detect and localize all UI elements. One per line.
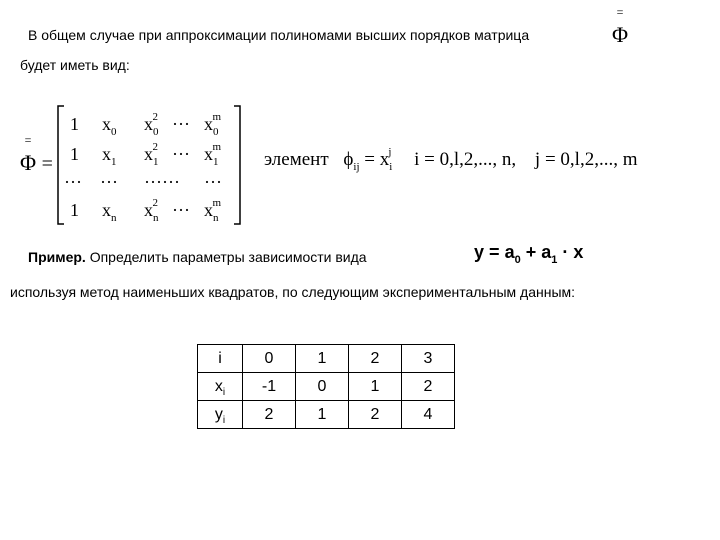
example-formula: $y = a_0 + a_1 \cdot x$ [474, 242, 584, 266]
table-cell: 2 [349, 345, 402, 373]
example-text: Пример. Определить параметры зависимости вида [28, 249, 367, 265]
table-cell: 1 [349, 373, 402, 401]
table-row [198, 373, 455, 401]
matrix-row: ··· ··· ······ ··· [64, 172, 222, 192]
table-row [198, 401, 455, 429]
matrix [56, 104, 246, 226]
table-cell: -1 [243, 373, 296, 401]
table-cell: 4 [402, 401, 455, 429]
intro-text: В общем случае при аппроксимации полиномами высших порядков матрица [28, 27, 530, 43]
table-cell: 2 [402, 373, 455, 401]
example-continuation: используя метод наименьших квадратов, по следующим экспериментальным данным: [10, 284, 576, 300]
matrix-lhs: = Φ = [20, 133, 53, 175]
table-cell: 3 [402, 345, 455, 373]
phi-symbol: ϕ [343, 149, 354, 170]
element-label: элемент [264, 149, 329, 170]
table-row-label: $y_i$ [198, 401, 243, 429]
table-cell: 0 [296, 373, 349, 401]
table-row-label: i [198, 345, 243, 373]
data-table [197, 344, 455, 429]
matrix-row: 1 $x_1$ $x_1^2$ ··· $x_1^m$ [70, 141, 222, 168]
j-range: j = 0,l,2,..., m [534, 149, 638, 170]
table-cell: 2 [243, 401, 296, 429]
intro-continuation: будет иметь вид: [20, 57, 130, 73]
element-formula: элемент $\phi_{ij} = x_i^j$ i = 0,l,2,..., n, j = 0,l,2,..., m [264, 146, 638, 173]
intro-matrix-symbol: = Φ [612, 5, 629, 47]
example-label: Пример. [28, 249, 86, 265]
table-cell: 0 [243, 345, 296, 373]
table-cell: 1 [296, 401, 349, 429]
table-cell: 1 [296, 345, 349, 373]
i-range: i = 0,l,2,..., n, [414, 149, 517, 170]
table-row [198, 345, 455, 373]
matrix-row: 1 $x_n$ $x_n^2$ ··· $x_n^m$ [70, 197, 222, 224]
table-row-label: $x_i$ [198, 373, 243, 401]
table-cell: 2 [349, 401, 402, 429]
matrix-row: 1 $x_0$ $x_0^2$ ··· $x_0^m$ [70, 111, 222, 138]
